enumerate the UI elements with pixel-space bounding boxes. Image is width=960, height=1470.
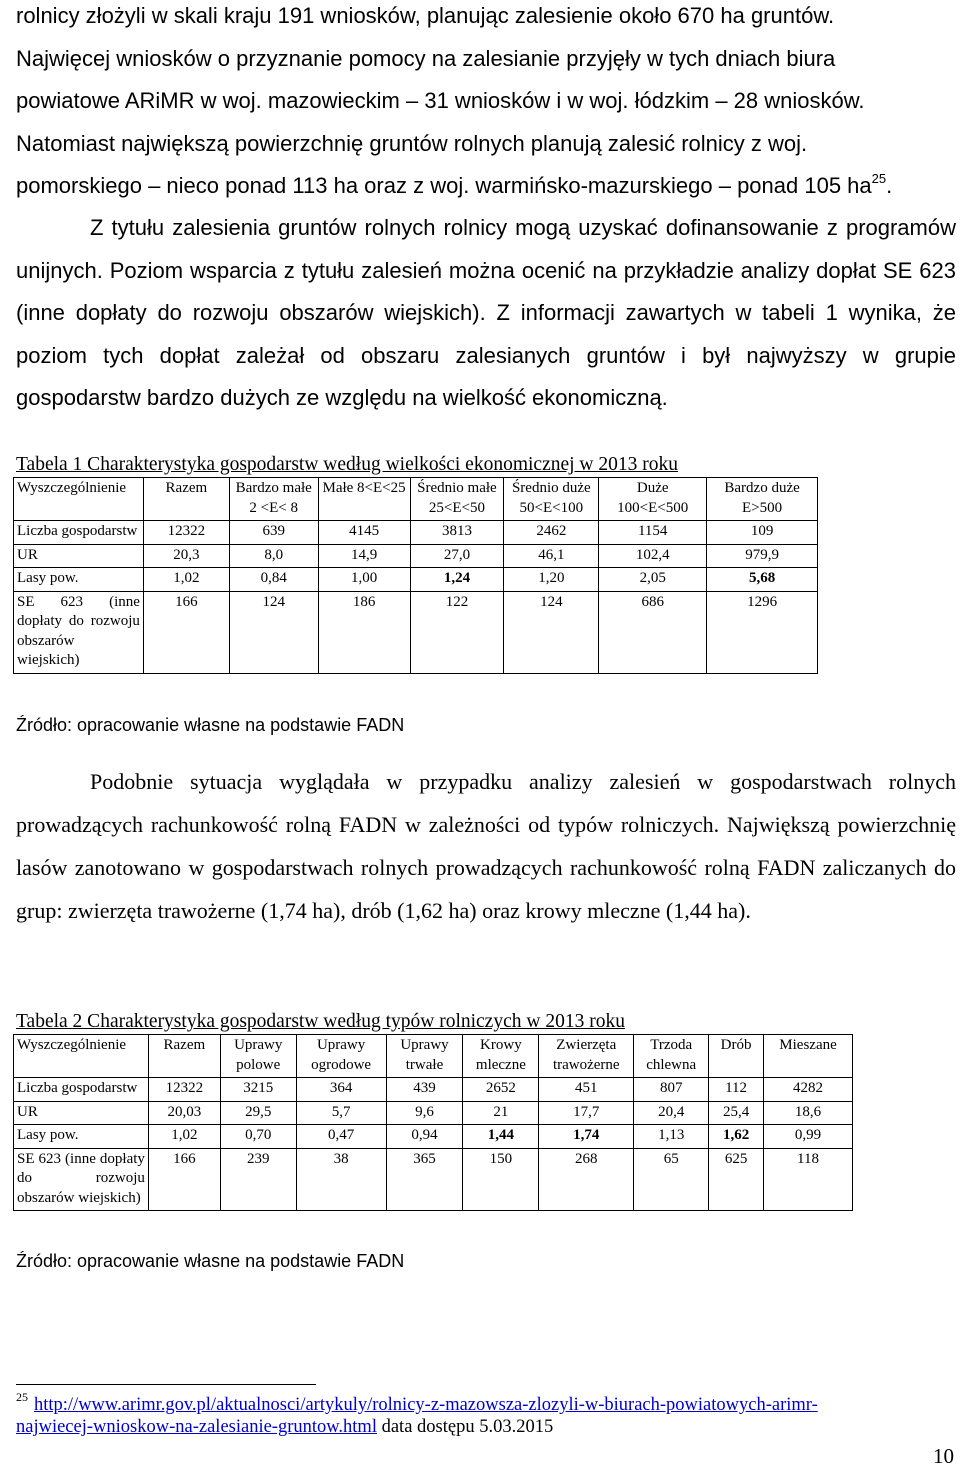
paragraph-1-line-4: Natomiast największą powierzchnię gruntów rolnych planują zalesić rolnicy z woj. — [16, 131, 808, 156]
paragraph-1-line-5-text: pomorskiego – nieco ponad 113 ha oraz z woj. warmińsko-mazurskiego – ponad 105 ha — [16, 173, 872, 198]
table-cell: 46,1 — [504, 544, 599, 568]
table-cell-bold: 1,74 — [573, 1127, 600, 1143]
table-cell: 0,94 — [386, 1125, 463, 1149]
table-row — [14, 1148, 853, 1211]
table-2-row-label: Liczba gospodarstw — [14, 1078, 149, 1102]
footnote-separator — [16, 1384, 316, 1385]
table-2-header-cell: Zwierzęta trawożerne — [539, 1035, 634, 1078]
table-cell: 122 — [410, 591, 504, 673]
table-cell: 102,4 — [599, 544, 707, 568]
table-cell: 20,3 — [143, 544, 229, 568]
table-1-header-cell: Bardzo małe 2 <E< 8 — [229, 478, 318, 521]
table-cell-highlight — [463, 1125, 539, 1149]
table-cell: 686 — [599, 591, 707, 673]
table-cell: 186 — [318, 591, 410, 673]
table-2-header-cell: Mieszane — [764, 1035, 853, 1078]
table-cell-bold: 1,62 — [722, 1127, 750, 1143]
footnote-access-date: data dostępu 5.03.2015 — [376, 1417, 554, 1437]
table-cell: 239 — [220, 1148, 296, 1211]
table-cell: 1,02 — [148, 1125, 220, 1149]
table-cell: 1,00 — [318, 568, 410, 592]
table-cell: 0,84 — [229, 568, 318, 592]
table-cell: 451 — [539, 1078, 634, 1102]
table-1-source: Źródło: opracowanie własne na podstawie FADN — [16, 715, 405, 735]
table-cell: 639 — [229, 521, 318, 545]
footnote-link-line-1: http://www.arimr.gov.pl/aktualnosci/artykuly/rolnicy-z-mazowsza-zlozyli-w-biurach-powiatowych-arimr- — [34, 1395, 818, 1415]
table-2-header-row — [14, 1035, 853, 1078]
table-cell: 20,4 — [634, 1101, 709, 1125]
footnote — [16, 1389, 946, 1438]
paragraph-1-end: . — [886, 173, 893, 198]
table-2-header-cell: Wyszczególnienie — [14, 1035, 149, 1078]
table-cell: 1,20 — [504, 568, 599, 592]
table-cell: 0,99 — [764, 1125, 853, 1149]
footnote-link-line-2: najwiecej-wnioskow-na-zalesianie-gruntow.html — [16, 1417, 377, 1437]
table-1-header-cell: Razem — [143, 478, 229, 521]
table-1-header-cell: Średnio małe 25<E<50 — [410, 478, 504, 521]
table-cell-highlight — [410, 568, 504, 592]
table-cell: 3215 — [220, 1078, 296, 1102]
table-2-caption: Tabela 2 Charakterystyka gospodarstw według typów rolniczych w 2013 roku — [16, 1011, 625, 1032]
table-cell: 2462 — [504, 521, 599, 545]
table-cell-highlight — [539, 1125, 634, 1149]
table-2-row-label: Lasy pow. — [14, 1125, 149, 1149]
table-1-row-label: Liczba gospodarstw — [14, 521, 144, 545]
table-1-header-cell: Średnio duże 50<E<100 — [504, 478, 599, 521]
table-cell: 150 — [463, 1148, 539, 1211]
paragraph-1-line-5 — [16, 165, 956, 208]
table-row — [14, 521, 818, 545]
table-cell-highlight — [707, 568, 818, 592]
table-cell: 65 — [634, 1148, 709, 1211]
table-2-header-cell: Razem — [148, 1035, 220, 1078]
table-cell: 118 — [764, 1148, 853, 1211]
table-cell: 12322 — [143, 521, 229, 545]
paragraph-3: Podobnie sytuacja wyglądała w przypadku analizy zalesień w gospodarstwach rolnych prowadzących rachunkowość rolną FADN w zależności od typów rolniczych. Największą powierzchnię lasów zanotowano w gospodarstwach rolnych prowadzących rachunkowość rolną FADN zaliczanych do grup: zwierzęta trawożerne (1,74 ha), drób (1,62 ha) oraz krowy mleczne (1,44 ha). — [16, 769, 956, 923]
table-1-row-label: Lasy pow. — [14, 568, 144, 592]
table-cell: 25,4 — [709, 1101, 764, 1125]
table-cell-bold: 5,68 — [748, 570, 776, 586]
table-2-header-cell: Krowy mleczne — [463, 1035, 539, 1078]
table-2-header-cell: Uprawy polowe — [220, 1035, 296, 1078]
table-row — [14, 544, 818, 568]
table-cell: 4145 — [318, 521, 410, 545]
table-1-header-cell: Małe 8<E<25 — [318, 478, 410, 521]
page-number: 10 — [933, 1444, 954, 1468]
table-cell-highlight — [709, 1125, 764, 1149]
table-cell-bold: 1,44 — [487, 1127, 515, 1143]
paragraph-2: Z tytułu zalesienia gruntów rolnych rolnicy mogą uzyskać dofinansowanie z programów unijnych. Poziom wsparcia z tytułu zalesień można ocenić na przykładzie analizy dopłat SE 623 (inne dopłaty do rozwoju obszarów wiejskich). Z informacji zawartych w tabeli 1 wynika, że poziom tych dopłat zależał od obszaru zalesianych gruntów i był najwyższy w grupie gospodarstw bardzo dużych ze względu na wielkość ekonomiczną. — [16, 215, 956, 410]
table-1-row-label: UR — [14, 544, 144, 568]
footnote-reference[interactable]: 25 — [871, 170, 887, 186]
table-1-row-label: SE 623 (inne dopłaty do rozwoju obszarów wiejskich) — [14, 591, 144, 673]
table-cell: 21 — [463, 1101, 539, 1125]
table-cell: 124 — [504, 591, 599, 673]
table-2-row-label: UR — [14, 1101, 149, 1125]
table-2-header-cell: Trzoda chlewna — [634, 1035, 709, 1078]
table-cell: 1154 — [599, 521, 707, 545]
table-row — [14, 1125, 853, 1149]
table-cell: 1296 — [707, 591, 818, 673]
table-1-caption: Tabela 1 Charakterystyka gospodarstw według wielkości ekonomicznej w 2013 roku — [16, 454, 679, 475]
table-cell: 365 — [386, 1148, 463, 1211]
table-cell: 1,02 — [143, 568, 229, 592]
table-cell: 5,7 — [296, 1101, 386, 1125]
table-cell-bold: 1,24 — [443, 570, 471, 586]
table-cell: 29,5 — [220, 1101, 296, 1125]
table-cell: 112 — [709, 1078, 764, 1102]
table-cell: 9,6 — [386, 1101, 463, 1125]
table-2-header-cell: Drób — [709, 1035, 764, 1078]
table-2-row-label: SE 623 (inne dopłaty do rozwoju obszarów wiejskich) — [14, 1148, 149, 1211]
table-2-source: Źródło: opracowanie własne na podstawie FADN — [16, 1251, 405, 1271]
table-2-header-cell: Uprawy trwałe — [386, 1035, 463, 1078]
table-cell: 124 — [229, 591, 318, 673]
table-cell: 0,70 — [220, 1125, 296, 1149]
table-cell: 109 — [707, 521, 818, 545]
table-cell: 625 — [709, 1148, 764, 1211]
table-cell: 268 — [539, 1148, 634, 1211]
table-1-header-cell: Bardzo duże E>500 — [707, 478, 818, 521]
table-row — [14, 1101, 853, 1125]
table-cell: 8,0 — [229, 544, 318, 568]
table-cell: 807 — [634, 1078, 709, 1102]
table-cell: 166 — [143, 591, 229, 673]
table-2 — [13, 1034, 853, 1211]
paragraph-1-line-3: powiatowe ARiMR w woj. mazowieckim – 31 wniosków i w woj. łódzkim – 28 wniosków. — [16, 88, 865, 113]
table-cell: 3813 — [410, 521, 504, 545]
table-cell: 0,47 — [296, 1125, 386, 1149]
table-cell: 27,0 — [410, 544, 504, 568]
table-1 — [13, 477, 818, 674]
table-cell: 439 — [386, 1078, 463, 1102]
table-cell: 2,05 — [599, 568, 707, 592]
table-row — [14, 1078, 853, 1102]
table-cell: 2652 — [463, 1078, 539, 1102]
table-cell: 364 — [296, 1078, 386, 1102]
paragraph-1-line-2: Najwięcej wniosków o przyznanie pomocy na zalesianie przyjęły w tych dniach biura — [16, 46, 836, 71]
table-cell: 18,6 — [764, 1101, 853, 1125]
table-cell: 17,7 — [539, 1101, 634, 1125]
table-1-header-cell: Duże 100<E<500 — [599, 478, 707, 521]
table-cell: 12322 — [148, 1078, 220, 1102]
table-row — [14, 568, 818, 592]
table-cell: 4282 — [764, 1078, 853, 1102]
table-1-header-cell: Wyszczególnienie — [14, 478, 144, 521]
paragraph-1-line-1: rolnicy złożyli w skali kraju 191 wniosków, planując zalesienie około 670 ha gruntów. — [16, 3, 835, 28]
table-cell: 20,03 — [148, 1101, 220, 1125]
table-cell: 38 — [296, 1148, 386, 1211]
table-2-header-cell: Uprawy ogrodowe — [296, 1035, 386, 1078]
table-cell: 1,13 — [634, 1125, 709, 1149]
footnote-number: 25 — [16, 1389, 28, 1404]
table-cell: 166 — [148, 1148, 220, 1211]
table-1-header-row — [14, 478, 818, 521]
table-cell: 14,9 — [318, 544, 410, 568]
table-row — [14, 591, 818, 673]
table-cell: 979,9 — [707, 544, 818, 568]
